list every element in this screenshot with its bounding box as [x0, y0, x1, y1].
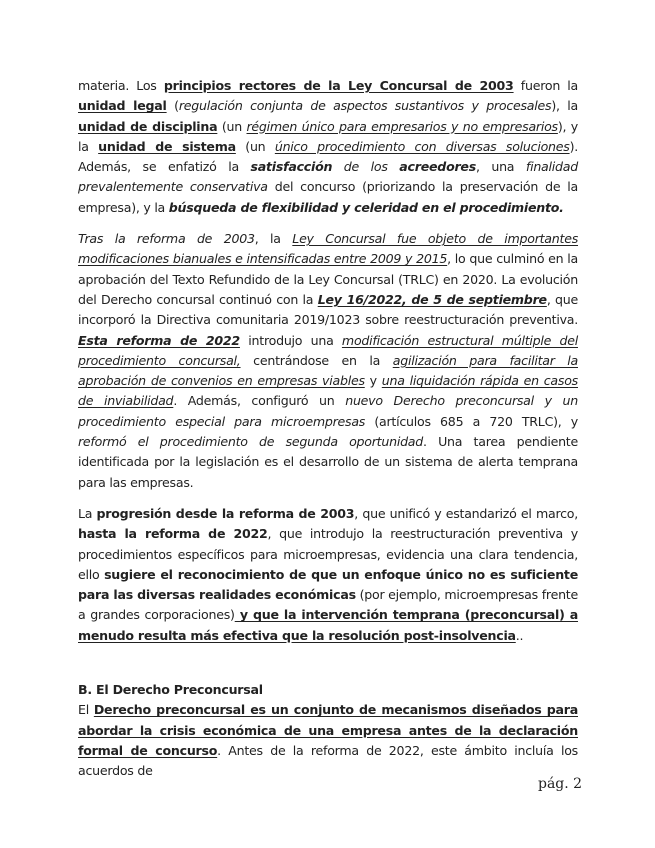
text-run: centrándose en la — [240, 352, 393, 368]
text-run: (por ejemplo, microempresas frente a grandes corporaciones) — [78, 587, 578, 623]
italic-underlined-run: régimen único para empresarios y no empresarios — [246, 118, 558, 134]
text-run: y — [364, 373, 382, 389]
text-run: , que introdujo la reestructuración preventiva y procedimientos específicos para microempresas, evidencia una clara tendencia, ello — [78, 526, 578, 582]
text-run: (un — [235, 138, 275, 154]
italic-underlined-run: una liquidación rápida en casos de inviabilidad — [78, 373, 578, 409]
text-run: . Además, configuró un — [173, 393, 346, 409]
paragraph-preconcursal — [78, 700, 578, 781]
italic-run: regulación conjunta de aspectos sustantivos y procesales — [178, 98, 552, 114]
paragraph-progresion — [78, 504, 578, 646]
bold-underlined-run: unidad de sistema — [98, 138, 236, 154]
italic-underlined-run: único procedimiento con diversas soluciones — [274, 138, 570, 154]
italic-underlined-run: modificación estructural múltiple del procedimiento concursal, — [78, 332, 578, 368]
text-run: La — [78, 505, 97, 521]
italic-run: finalidad prevalentemente conservativa — [78, 159, 578, 195]
bold-underlined-run: unidad legal — [78, 98, 167, 114]
bold-italic-underlined-run: Esta reforma de 2022 — [78, 332, 240, 348]
page-number: pág. 2 — [538, 776, 583, 792]
bold-underlined-run: Derecho preconcursal es un conjunto de mecanismos diseñados para abordar la crisis económica de una empresa antes de la declaración formal de concurso — [78, 702, 578, 758]
text-run: , la — [254, 231, 293, 247]
italic-underlined-run: Ley Concursal fue objeto de importantes modificaciones bianuales e intensificadas entre 2009 y 2015 — [78, 231, 579, 267]
text-run: (artículos 685 a 720 TRLC), y — [365, 413, 578, 429]
bold-run: hasta la reforma de 2022 — [78, 526, 268, 542]
text-run: El — [78, 702, 94, 718]
text-run: ), la — [551, 98, 578, 114]
bold-italic-run: acreedores — [399, 159, 476, 175]
bold-run: progresión desde la reforma de 2003 — [96, 505, 355, 521]
bold-underlined-run: y que la intervención temprana (preconcursal) a menudo resulta más efectiva que la resolución post-insolvencia — [78, 607, 579, 643]
bold-italic-underlined-run: Ley 16/2022, de 5 de septiembre — [317, 291, 547, 307]
bold-underlined-run: unidad de disciplina — [78, 118, 218, 134]
section-spacer — [78, 657, 578, 680]
bold-italic-run: satisfacción — [250, 159, 333, 175]
text-run: , que incorporó la Directiva comunitaria 2019/1023 sobre reestructuración preventiva. — [78, 291, 579, 328]
text-run: materia. Los — [78, 78, 164, 93]
section-heading: B. El Derecho Preconcursal — [78, 682, 263, 698]
text-run: introdujo una — [239, 332, 342, 348]
italic-underlined-run: agilización para facilitar la aprobación de convenios en empresas viables — [78, 352, 578, 389]
bold-italic-run: búsqueda de flexibilidad y celeridad en el procedimiento. — [168, 199, 564, 215]
text-run: ). Además, se enfatizó la — [78, 138, 578, 175]
italic-run: Tras la reforma de 2003 — [78, 231, 255, 247]
bold-run: sugiere el reconocimiento de que un enfoque único no es suficiente para las diversas realidades económicas — [78, 566, 578, 603]
italic-run: reformó el procedimiento de segunda oportunidad — [78, 434, 424, 450]
text-run: , una — [475, 159, 526, 175]
text-run: fueron la — [513, 78, 578, 93]
text-run: , lo que culminó en la aprobación del Texto Refundido de la Ley Concursal (TRLC) en 2020. La evolución del Derecho concursal continuó con la — [78, 251, 578, 307]
text-run: ), y la — [78, 118, 579, 154]
text-run: .. — [515, 627, 524, 643]
italic-run: nuevo Derecho preconcursal y un procedimiento especial para microempresas — [78, 393, 578, 429]
bold-underlined-run: principios rectores de la Ley Concursal de 2003 — [163, 78, 514, 93]
text-run: , que unificó y estandarizó el marco, — [354, 505, 578, 521]
paragraph-reforma-2003 — [78, 229, 578, 493]
text-run: del concurso (priorizando la preservación de la empresa), y la — [78, 179, 578, 215]
italic-run: de los — [332, 159, 400, 175]
text-run: ( — [166, 98, 179, 114]
text-run: (un — [217, 118, 247, 134]
paragraph-principios — [78, 76, 578, 218]
text-run: . Antes de la reforma de 2022, este ámbito incluía los acuerdos de — [78, 742, 578, 779]
text-run: . Una tarea pendiente identificada por la legislación es el desarrollo de un sistema de alerta temprana para las empresas. — [78, 434, 578, 490]
document-body — [78, 76, 578, 793]
